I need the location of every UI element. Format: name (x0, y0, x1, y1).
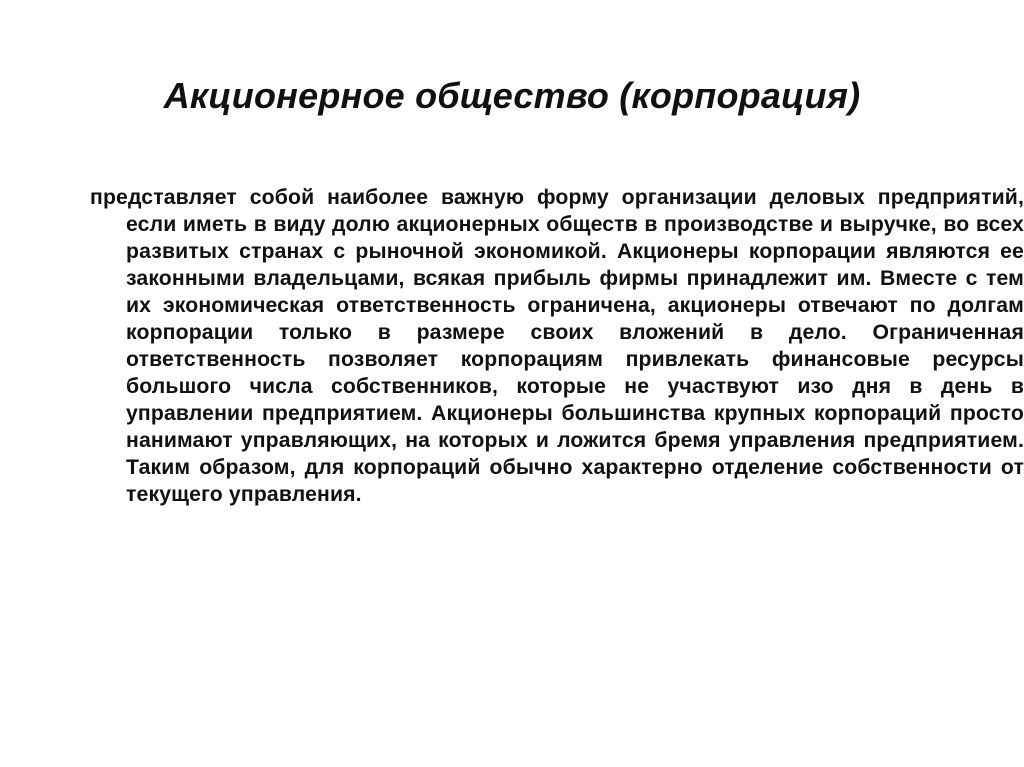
slide-body-text: представляет собой наиболее важную форму организации деловых предприятий, если иметь в виду долю акционерных обществ в производстве и выручке, во всех развитых странах с рыночной экономикой. Акционеры корпорации являются ее законными владельцами, всякая прибыль фирмы принадлежит им. Вместе с тем их экономическая ответственность ограничена, акционеры отвечают по долгам корпорации только в размере своих вложений в дело. Ограниченная ответственность позволяет корпорациям привлекать финансовые ресурсы большого числа собственников, которые не участвуют изо дня в день в управлении предприятием. Акционеры большинства крупных корпораций просто нанимают управляющих, на которых и ложится бремя управления предприятием. Таким образом, для корпораций обычно характерно отделение собственности от текущего управления. (90, 186, 1024, 506)
slide-title: Акционерное общество (корпорация) (163, 75, 861, 116)
